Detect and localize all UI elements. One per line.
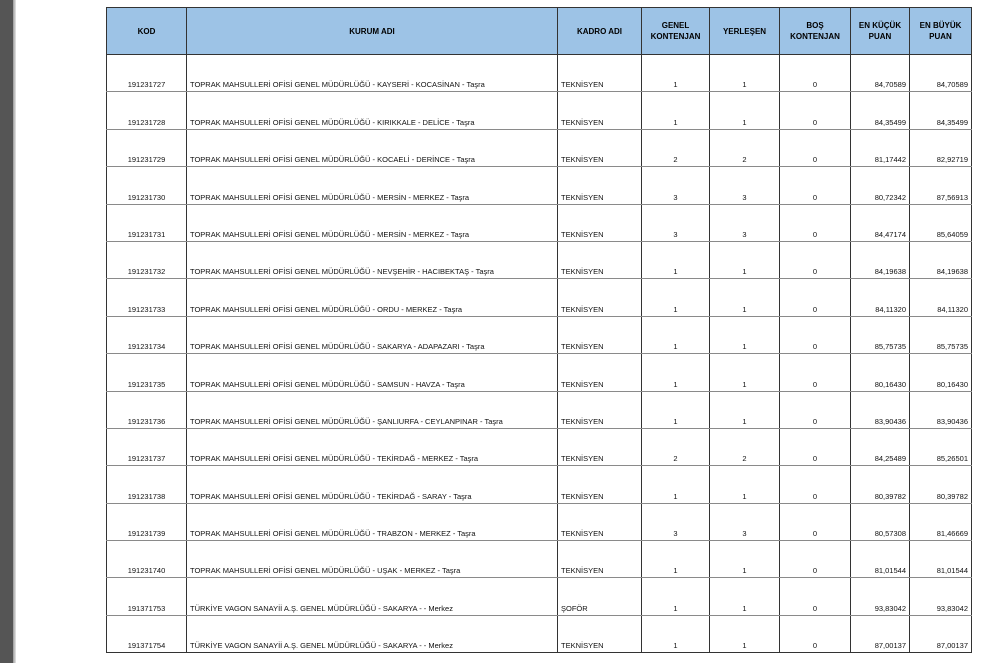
cell-en-kucuk-puan: 84,35499 — [851, 92, 910, 129]
table-row — [107, 55, 972, 92]
cell-genel-kontenjan: 3 — [642, 167, 710, 204]
cell-kod: 191231728 — [107, 92, 187, 129]
cell-en-buyuk-puan: 83,90436 — [910, 391, 972, 428]
cell-bos-kontenjan: 0 — [780, 316, 851, 353]
table-row — [107, 615, 972, 652]
cell-bos-kontenjan: 0 — [780, 503, 851, 540]
cell-kadro-adi: TEKNİSYEN — [558, 391, 642, 428]
cell-en-buyuk-puan: 87,56913 — [910, 167, 972, 204]
cell-genel-kontenjan: 1 — [642, 391, 710, 428]
cell-genel-kontenjan: 2 — [642, 428, 710, 465]
cell-kurum-adi: TOPRAK MAHSULLERİ OFİSİ GENEL MÜDÜRLÜĞÜ - TEKİRDAĞ - MERKEZ - Taşra — [187, 428, 558, 465]
header-yerlesen: YERLEŞEN — [710, 8, 780, 55]
cell-kod: 191231732 — [107, 241, 187, 278]
cell-genel-kontenjan: 1 — [642, 578, 710, 615]
table-row — [107, 354, 972, 391]
cell-kadro-adi: TEKNİSYEN — [558, 428, 642, 465]
cell-bos-kontenjan: 0 — [780, 466, 851, 503]
cell-kod: 191231730 — [107, 167, 187, 204]
table-row — [107, 428, 972, 465]
cell-en-buyuk-puan: 84,70589 — [910, 55, 972, 92]
cell-genel-kontenjan: 3 — [642, 503, 710, 540]
cell-kurum-adi: TOPRAK MAHSULLERİ OFİSİ GENEL MÜDÜRLÜĞÜ - KOCAELİ - DERİNCE - Taşra — [187, 129, 558, 166]
cell-yerlesen: 2 — [710, 428, 780, 465]
table-row — [107, 204, 972, 241]
cell-yerlesen: 3 — [710, 503, 780, 540]
cell-yerlesen: 1 — [710, 316, 780, 353]
cell-yerlesen: 1 — [710, 279, 780, 316]
cell-genel-kontenjan: 2 — [642, 129, 710, 166]
cell-kurum-adi: TOPRAK MAHSULLERİ OFİSİ GENEL MÜDÜRLÜĞÜ - SAMSUN - HAVZA - Taşra — [187, 354, 558, 391]
cell-kurum-adi: TOPRAK MAHSULLERİ OFİSİ GENEL MÜDÜRLÜĞÜ - KAYSERİ - KOCASİNAN - Taşra — [187, 55, 558, 92]
cell-bos-kontenjan: 0 — [780, 578, 851, 615]
cell-kadro-adi: TEKNİSYEN — [558, 316, 642, 353]
cell-genel-kontenjan: 1 — [642, 541, 710, 578]
table-row — [107, 241, 972, 278]
cell-yerlesen: 3 — [710, 204, 780, 241]
cell-genel-kontenjan: 1 — [642, 316, 710, 353]
cell-kadro-adi: TEKNİSYEN — [558, 279, 642, 316]
cell-en-buyuk-puan: 80,39782 — [910, 466, 972, 503]
cell-en-buyuk-puan: 84,19638 — [910, 241, 972, 278]
cell-kod: 191231738 — [107, 466, 187, 503]
cell-yerlesen: 1 — [710, 92, 780, 129]
cell-en-kucuk-puan: 80,57308 — [851, 503, 910, 540]
cell-en-kucuk-puan: 84,25489 — [851, 428, 910, 465]
cell-en-buyuk-puan: 85,64059 — [910, 204, 972, 241]
cell-kod: 191231731 — [107, 204, 187, 241]
cell-kod: 191231735 — [107, 354, 187, 391]
table-row — [107, 541, 972, 578]
cell-bos-kontenjan: 0 — [780, 92, 851, 129]
cell-kadro-adi: TEKNİSYEN — [558, 129, 642, 166]
cell-kurum-adi: TOPRAK MAHSULLERİ OFİSİ GENEL MÜDÜRLÜĞÜ - ŞANLIURFA - CEYLANPINAR - Taşra — [187, 391, 558, 428]
cell-en-kucuk-puan: 84,47174 — [851, 204, 910, 241]
header-bos-kontenjan: BOŞ KONTENJAN — [780, 8, 851, 55]
cell-yerlesen: 1 — [710, 578, 780, 615]
cell-bos-kontenjan: 0 — [780, 129, 851, 166]
cell-yerlesen: 1 — [710, 466, 780, 503]
cell-en-kucuk-puan: 84,11320 — [851, 279, 910, 316]
cell-kod: 191231727 — [107, 55, 187, 92]
cell-kurum-adi: TOPRAK MAHSULLERİ OFİSİ GENEL MÜDÜRLÜĞÜ - MERSİN - MERKEZ - Taşra — [187, 204, 558, 241]
cell-kadro-adi: ŞOFÖR — [558, 578, 642, 615]
cell-bos-kontenjan: 0 — [780, 615, 851, 652]
cell-en-buyuk-puan: 80,16430 — [910, 354, 972, 391]
cell-genel-kontenjan: 1 — [642, 279, 710, 316]
cell-yerlesen: 1 — [710, 241, 780, 278]
cell-genel-kontenjan: 1 — [642, 92, 710, 129]
cell-kurum-adi: TOPRAK MAHSULLERİ OFİSİ GENEL MÜDÜRLÜĞÜ - TRABZON - MERKEZ - Taşra — [187, 503, 558, 540]
cell-kadro-adi: TEKNİSYEN — [558, 167, 642, 204]
cell-en-kucuk-puan: 84,19638 — [851, 241, 910, 278]
cell-en-buyuk-puan: 87,00137 — [910, 615, 972, 652]
cell-yerlesen: 1 — [710, 55, 780, 92]
header-kadro-adi: KADRO ADI — [558, 8, 642, 55]
table-row — [107, 92, 972, 129]
table-row — [107, 391, 972, 428]
cell-en-kucuk-puan: 80,72342 — [851, 167, 910, 204]
cell-en-kucuk-puan: 83,90436 — [851, 391, 910, 428]
cell-en-kucuk-puan: 93,83042 — [851, 578, 910, 615]
cell-genel-kontenjan: 1 — [642, 241, 710, 278]
table-row — [107, 129, 972, 166]
cell-kadro-adi: TEKNİSYEN — [558, 615, 642, 652]
cell-kod: 191231729 — [107, 129, 187, 166]
cell-en-buyuk-puan: 84,35499 — [910, 92, 972, 129]
cell-kurum-adi: TOPRAK MAHSULLERİ OFİSİ GENEL MÜDÜRLÜĞÜ - UŞAK - MERKEZ - Taşra — [187, 541, 558, 578]
cell-kurum-adi: TOPRAK MAHSULLERİ OFİSİ GENEL MÜDÜRLÜĞÜ - NEVŞEHİR - HACIBEKTAŞ - Taşra — [187, 241, 558, 278]
header-kod: KOD — [107, 8, 187, 55]
cell-kadro-adi: TEKNİSYEN — [558, 541, 642, 578]
cell-kadro-adi: TEKNİSYEN — [558, 503, 642, 540]
cell-en-kucuk-puan: 85,75735 — [851, 316, 910, 353]
cell-kurum-adi: TÜRKİYE VAGON SANAYİİ A.Ş. GENEL MÜDÜRLÜĞÜ - SAKARYA - - Merkez — [187, 578, 558, 615]
cell-genel-kontenjan: 1 — [642, 615, 710, 652]
cell-en-buyuk-puan: 85,26501 — [910, 428, 972, 465]
cell-yerlesen: 1 — [710, 541, 780, 578]
cell-kadro-adi: TEKNİSYEN — [558, 92, 642, 129]
cell-yerlesen: 3 — [710, 167, 780, 204]
table-row — [107, 279, 972, 316]
cell-genel-kontenjan: 1 — [642, 466, 710, 503]
header-en-kucuk-puan: EN KÜÇÜK PUAN — [851, 8, 910, 55]
table-row — [107, 167, 972, 204]
placement-results-table — [106, 7, 972, 653]
header-genel-kontenjan: GENEL KONTENJAN — [642, 8, 710, 55]
cell-genel-kontenjan: 3 — [642, 204, 710, 241]
cell-kadro-adi: TEKNİSYEN — [558, 466, 642, 503]
cell-bos-kontenjan: 0 — [780, 204, 851, 241]
table-body — [107, 55, 972, 653]
cell-kod: 191231737 — [107, 428, 187, 465]
cell-en-buyuk-puan: 81,01544 — [910, 541, 972, 578]
cell-kadro-adi: TEKNİSYEN — [558, 241, 642, 278]
cell-bos-kontenjan: 0 — [780, 55, 851, 92]
cell-kurum-adi: TOPRAK MAHSULLERİ OFİSİ GENEL MÜDÜRLÜĞÜ - TEKİRDAĞ - SARAY - Taşra — [187, 466, 558, 503]
cell-kod: 191231740 — [107, 541, 187, 578]
cell-en-kucuk-puan: 81,17442 — [851, 129, 910, 166]
cell-en-buyuk-puan: 84,11320 — [910, 279, 972, 316]
cell-en-kucuk-puan: 80,39782 — [851, 466, 910, 503]
cell-kod: 191371754 — [107, 615, 187, 652]
viewer-side-panel-edge — [13, 0, 16, 663]
cell-genel-kontenjan: 1 — [642, 354, 710, 391]
table-row — [107, 503, 972, 540]
cell-bos-kontenjan: 0 — [780, 279, 851, 316]
cell-en-kucuk-puan: 81,01544 — [851, 541, 910, 578]
cell-genel-kontenjan: 1 — [642, 55, 710, 92]
cell-kurum-adi: TOPRAK MAHSULLERİ OFİSİ GENEL MÜDÜRLÜĞÜ - SAKARYA - ADAPAZARI - Taşra — [187, 316, 558, 353]
table-row — [107, 316, 972, 353]
cell-kod: 191231736 — [107, 391, 187, 428]
header-row — [107, 8, 972, 55]
cell-bos-kontenjan: 0 — [780, 167, 851, 204]
cell-kod: 191231734 — [107, 316, 187, 353]
viewer-side-panel — [0, 0, 13, 663]
cell-kurum-adi: TOPRAK MAHSULLERİ OFİSİ GENEL MÜDÜRLÜĞÜ - MERSİN - MERKEZ - Taşra — [187, 167, 558, 204]
cell-bos-kontenjan: 0 — [780, 354, 851, 391]
cell-yerlesen: 2 — [710, 129, 780, 166]
cell-bos-kontenjan: 0 — [780, 541, 851, 578]
cell-kod: 191371753 — [107, 578, 187, 615]
cell-en-buyuk-puan: 85,75735 — [910, 316, 972, 353]
header-en-buyuk-puan: EN BÜYÜK PUAN — [910, 8, 972, 55]
cell-yerlesen: 1 — [710, 615, 780, 652]
cell-kurum-adi: TOPRAK MAHSULLERİ OFİSİ GENEL MÜDÜRLÜĞÜ - ORDU - MERKEZ - Taşra — [187, 279, 558, 316]
cell-bos-kontenjan: 0 — [780, 428, 851, 465]
cell-kadro-adi: TEKNİSYEN — [558, 354, 642, 391]
header-kurum-adi: KURUM ADI — [187, 8, 558, 55]
cell-en-kucuk-puan: 84,70589 — [851, 55, 910, 92]
cell-en-buyuk-puan: 93,83042 — [910, 578, 972, 615]
table-row — [107, 578, 972, 615]
cell-yerlesen: 1 — [710, 354, 780, 391]
cell-en-buyuk-puan: 81,46669 — [910, 503, 972, 540]
cell-kadro-adi: TEKNİSYEN — [558, 204, 642, 241]
cell-bos-kontenjan: 0 — [780, 391, 851, 428]
table-row — [107, 466, 972, 503]
cell-kurum-adi: TOPRAK MAHSULLERİ OFİSİ GENEL MÜDÜRLÜĞÜ - KIRIKKALE - DELİCE - Taşra — [187, 92, 558, 129]
cell-kod: 191231739 — [107, 503, 187, 540]
cell-yerlesen: 1 — [710, 391, 780, 428]
cell-en-kucuk-puan: 87,00137 — [851, 615, 910, 652]
cell-bos-kontenjan: 0 — [780, 241, 851, 278]
cell-en-kucuk-puan: 80,16430 — [851, 354, 910, 391]
cell-en-buyuk-puan: 82,92719 — [910, 129, 972, 166]
cell-kurum-adi: TÜRKİYE VAGON SANAYİİ A.Ş. GENEL MÜDÜRLÜĞÜ - SAKARYA - - Merkez — [187, 615, 558, 652]
cell-kod: 191231733 — [107, 279, 187, 316]
cell-kadro-adi: TEKNİSYEN — [558, 55, 642, 92]
